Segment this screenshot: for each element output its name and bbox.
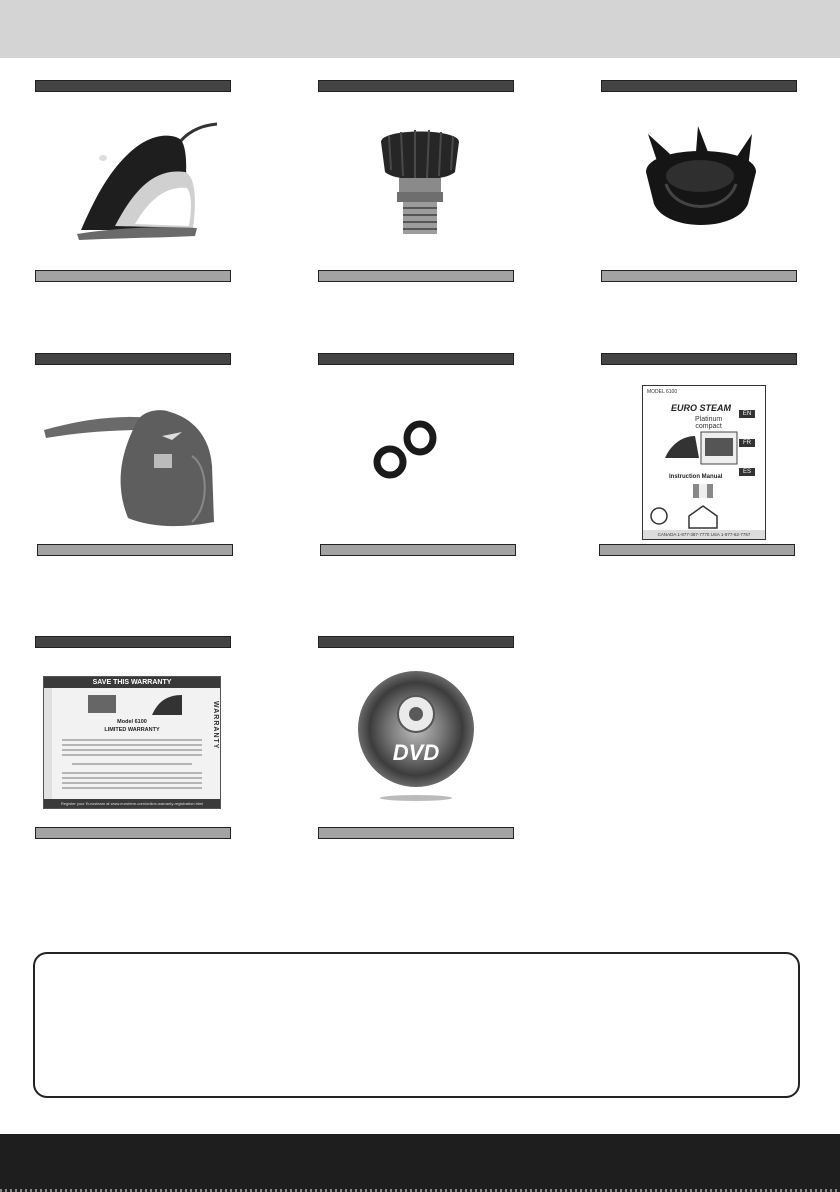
manual-brand-logo: EURO STEAM — [671, 403, 732, 413]
rings-image — [372, 418, 442, 482]
item-label-bar-funnel — [601, 270, 797, 282]
manual-lang-fr: FR — [739, 439, 755, 447]
manual-iron-photo — [661, 428, 741, 466]
manual-phone-numbers: CANADA 1-877-387-7770 USA 1-877-62-7757 — [643, 530, 765, 539]
item-title-bar-warranty — [35, 636, 231, 648]
water-tank-image — [42, 396, 222, 530]
manual-product-line: Platinum — [695, 416, 723, 423]
warranty-limited: LIMITED WARRANTY — [104, 727, 160, 733]
item-label-bar-dvd — [318, 827, 514, 839]
item-title-bar-funnel — [601, 80, 797, 92]
item-title-bar-manual — [601, 353, 797, 365]
item-title-bar-cap — [318, 80, 514, 92]
warranty-iron-photo — [88, 691, 184, 717]
warranty-text-line — [62, 777, 202, 779]
note-box — [33, 952, 800, 1098]
warranty-text-line — [62, 782, 202, 784]
top-band — [0, 0, 840, 58]
warranty-text-line — [62, 772, 202, 774]
warranty-text-line — [62, 744, 202, 746]
instruction-manual-image — [642, 385, 766, 540]
footer-band — [0, 1134, 840, 1192]
item-title-bar-tank — [35, 353, 231, 365]
warranty-header: SAVE THIS WARRANTY — [44, 677, 220, 688]
item-label-bar-iron — [35, 270, 231, 282]
iron-image — [75, 118, 225, 242]
item-label-bar-rings — [320, 544, 516, 556]
warranty-text-line — [72, 763, 192, 765]
manual-lang-es: ES — [739, 468, 755, 476]
warranty-model: Model 6100 — [117, 719, 147, 725]
item-title-bar-iron — [35, 80, 231, 92]
cap-image — [375, 122, 465, 242]
warranty-left-strip — [44, 688, 52, 800]
warranty-text-line — [62, 754, 202, 756]
manual-lang-en: EN — [739, 410, 755, 418]
dvd-image — [357, 670, 477, 806]
warranty-text-line — [62, 749, 202, 751]
flag-icon — [693, 484, 713, 502]
warranty-text-line — [62, 787, 202, 789]
funnel-image — [636, 124, 766, 236]
warranty-footer: Register your Eurosteam at www.euroterm.com/online-warranty-registration.html — [44, 799, 220, 808]
certification-logos — [649, 504, 761, 530]
manual-title: Instruction Manual — [669, 474, 723, 480]
warranty-text-line — [62, 739, 202, 741]
item-label-bar-manual — [599, 544, 795, 556]
item-label-bar-cap — [318, 270, 514, 282]
warranty-card-image — [43, 676, 221, 809]
warranty-side-label: WARRANTY — [212, 701, 219, 750]
dvd-logo-text: DVD — [392, 740, 440, 765]
item-label-bar-tank — [37, 544, 233, 556]
item-title-bar-dvd — [318, 636, 514, 648]
item-label-bar-warranty — [35, 827, 231, 839]
manual-model-text: MODEL 6100 — [647, 389, 678, 395]
item-title-bar-rings — [318, 353, 514, 365]
manual-product-variant: compact — [695, 423, 722, 430]
